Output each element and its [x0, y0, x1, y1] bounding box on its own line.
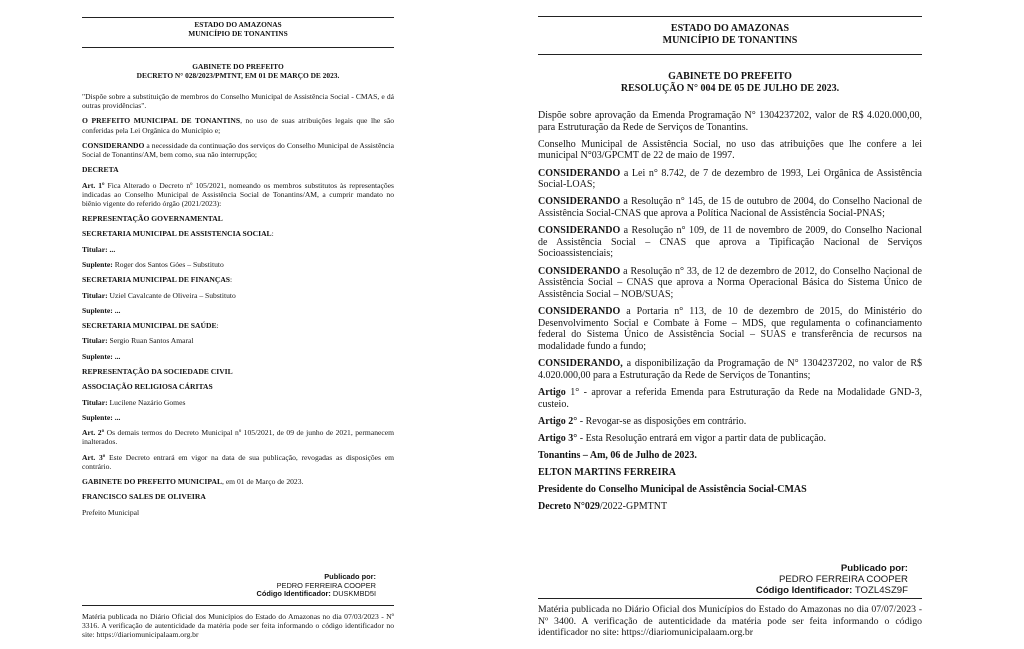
- section-heading: REPRESENTAÇÃO DA SOCIEDADE CIVIL: [82, 367, 233, 376]
- article-2: Art. 2º Os demais termos do Decreto Municipal nº 105/2021, de 09 de junho de 2021, permanecem inalterados.: [82, 428, 395, 447]
- article-3: Art. 3º Este Decreto entrará em vigor na data de sua publicação, revogadas as disposições em contrário.: [82, 452, 394, 471]
- document-title: [538, 71, 922, 94]
- considerando-3: CONSIDERANDO a Resolução n° 109, de 11 de novembro de 2009, do Conselho Nacional de Assistência Social – CNAS que aprova a Tipificação Nacional de Serviços Socioassistenciais;: [538, 225, 922, 260]
- member-line: Titular: Lucilene Nazário Gomes: [82, 397, 186, 407]
- preamble: Conselho Municipal de Assistência Social, no uso das atribuições que lhe confere a lei municipal N°03/GPCMT de 22 de maio de 1997.: [538, 138, 922, 162]
- member-line: Titular: ...: [82, 244, 116, 254]
- document-body: [538, 110, 922, 518]
- identifier-code: TOZL4SZ9F: [854, 585, 908, 597]
- summary: Dispõe sobre aprovação da Emenda Programação N° 1304237202, valor de R$ 4.020.000,00, para Estruturação da Rede de Serviços de Tonantins.: [538, 110, 922, 133]
- header-bottom-rule: [538, 54, 922, 55]
- section-heading: SECRETARIA MUNICIPAL DE ASSISTENCIA SOCIAL:: [82, 229, 274, 239]
- header-top-rule: [82, 17, 394, 18]
- summary: "Dispõe sobre a substituição de membros do Conselho Municipal de Assistência Social - CMAS, e dá outras providências".: [82, 92, 394, 111]
- member-line: Suplente: ...: [82, 412, 121, 422]
- publication-info: [257, 573, 377, 599]
- member-line: Suplente: ...: [82, 305, 121, 315]
- header-top-rule: [538, 16, 922, 17]
- document-header: [538, 23, 922, 46]
- member-line: Suplente: ...: [82, 351, 121, 361]
- section-heading: SECRETARIA MUNICIPAL DE FINANÇAS:: [82, 275, 233, 285]
- closing: GABINETE DO PREFEITO MUNICIPAL, em 01 de Março de 2023.: [82, 477, 304, 486]
- considerando-4: CONSIDERANDO a Resolução n° 33, de 12 de dezembro de 2012, do Conselho Nacional de Assistência Social – CNAS que aprova a Norma Operacional Básica do Sistema Único de Assistência Social – NOB/SUAS;: [538, 265, 922, 300]
- considerando: CONSIDERANDO a necessidade da continuação dos serviços do Conselho Municipal de Assistência Social de Tonantins/AM, bem como, sua não interrupção;: [82, 140, 394, 159]
- article-1: Art. 1º Fica Alterado o Decreto nº 105/2021, nomeando os membros substitutos às representações indicadas ao Conselho Municipal de Assistência Social de Tonantins/AM, a cumprir mandato no biênio vigente do referido órgão (2021/2023):: [82, 180, 394, 208]
- member-line: Titular: Uziel Cavalcante de Oliveira – Substituto: [82, 290, 236, 300]
- publication-footer: Matéria publicada no Diário Oficial dos Municípios do Estado do Amazonas no dia 07/07/2023 - Nº 3400. A verificação de autenticidade da matéria pode ser feita informando o código identificador no site: https://diariomunicipalaam.org.br: [538, 604, 922, 639]
- signer-name: ELTON MARTINS FERREIRA: [538, 466, 677, 478]
- article-3: Artigo 3° - Esta Resolução entrará em vigor a partir data de publicação.: [538, 432, 827, 444]
- considerando-6: CONSIDERANDO, a disponibilização da Programação de N° 1304237202, no valor de R$ 4.020.000,00 para a Estruturação da Rede de Serviços de Tonantins;: [538, 358, 922, 381]
- publication-info: [756, 563, 908, 596]
- footer-rule: [538, 598, 922, 599]
- identifier-code: DUSKMBD5I: [332, 589, 376, 599]
- publisher-name: PEDRO FERREIRA COOPER: [276, 580, 376, 590]
- published-by-label: Publicado por:: [840, 563, 908, 574]
- document-body: [82, 92, 394, 523]
- signer-name: FRANCISCO SALES DE OLIVEIRA: [82, 492, 206, 502]
- office-name: GABINETE DO PREFEITO: [192, 62, 284, 71]
- header-bottom-rule: [82, 47, 394, 48]
- section-heading: REPRESENTAÇÃO GOVERNAMENTAL: [82, 214, 223, 224]
- section-heading: ASSOCIAÇÃO RELIGIOSA CÁRITAS: [82, 382, 213, 392]
- date-line: Tonantins – Am, 06 de Julho de 2023.: [538, 449, 697, 461]
- office-name: GABINETE DO PREFEITO: [668, 71, 792, 82]
- document-header: [82, 21, 394, 38]
- decree-reference: Decreto N°029/2022-GPMTNT: [538, 501, 668, 513]
- member-line: Suplente: Roger dos Santos Góes – Substituto: [82, 259, 224, 269]
- code-label: Código Identificador:: [256, 589, 331, 599]
- publication-footer: Matéria publicada no Diário Oficial dos Municípios do Estado do Amazonas no dia 07/03/2023 - Nº 3316. A verificação de autenticidade da matéria pode ser feita informando o código identificador no site: https://diariomunicipalaam.org.br: [82, 612, 394, 640]
- publisher-name: PEDRO FERREIRA COOPER: [778, 574, 908, 586]
- considerando-1: CONSIDERANDO a Lei n° 8.742, de 7 de dezembro de 1993, Lei Orgânica de Assistência Social-LOAS;: [538, 167, 922, 191]
- article-1: Artigo 1° - aprovar a referida Emenda para Estruturação da Rede na Modalidade GND-3, custeio.: [538, 386, 922, 410]
- considerando-2: CONSIDERANDO a Resolução n° 145, de 15 de outubro de 2004, do Conselho Nacional de Assistência Social-CNAS que aprova a Política Nacional de Assistência Social-PNAS;: [538, 196, 922, 219]
- municipality-name: MUNICÍPIO DE TONANTINS: [188, 28, 288, 38]
- municipality-name: MUNICÍPIO DE TONANTINS: [662, 34, 798, 46]
- document-title: [82, 63, 394, 80]
- resolution-number: RESOLUÇÃO N° 004 DE 05 DE JULHO DE 2023.: [620, 82, 840, 94]
- article-2: Artigo 2° - Revogar-se as disposições em contrário.: [538, 415, 747, 427]
- preamble: O PREFEITO MUNICIPAL DE TONANTINS, no uso de suas atribuições legais que lhe são conferidas pela Lei Orgânica do Município e;: [82, 116, 394, 135]
- published-by-label: Publicado por:: [324, 572, 376, 581]
- signer-role: Presidente do Conselho Municipal de Assistência Social-CMAS: [538, 483, 807, 495]
- decree-number: DECRETO N° 028/2023/PMTNT, EM 01 DE MARÇO DE 2023.: [136, 70, 340, 80]
- code-label: Código Identificador:: [755, 585, 853, 597]
- considerando-5: CONSIDERANDO a Portaria n° 113, de 10 de dezembro de 2015, do Ministério do Desenvolvimento Social e Combate à Fome – MDS, que regulamenta o cofinanciamento federal do Sistema Único de Assistência Social – SUAS e transferência de recursos na modalidade fundo a fundo;: [538, 305, 922, 353]
- signer-role: Prefeito Municipal: [82, 507, 140, 517]
- footer-rule: [82, 605, 394, 606]
- section-heading: SECRETARIA MUNICIPAL DE SAÚDE:: [82, 321, 219, 331]
- decreta-heading: DECRETA: [82, 165, 119, 175]
- state-name: ESTADO DO AMAZONAS: [670, 23, 790, 34]
- member-line: Titular: Sergio Ruan Santos Amaral: [82, 336, 194, 346]
- state-name: ESTADO DO AMAZONAS: [194, 20, 282, 29]
